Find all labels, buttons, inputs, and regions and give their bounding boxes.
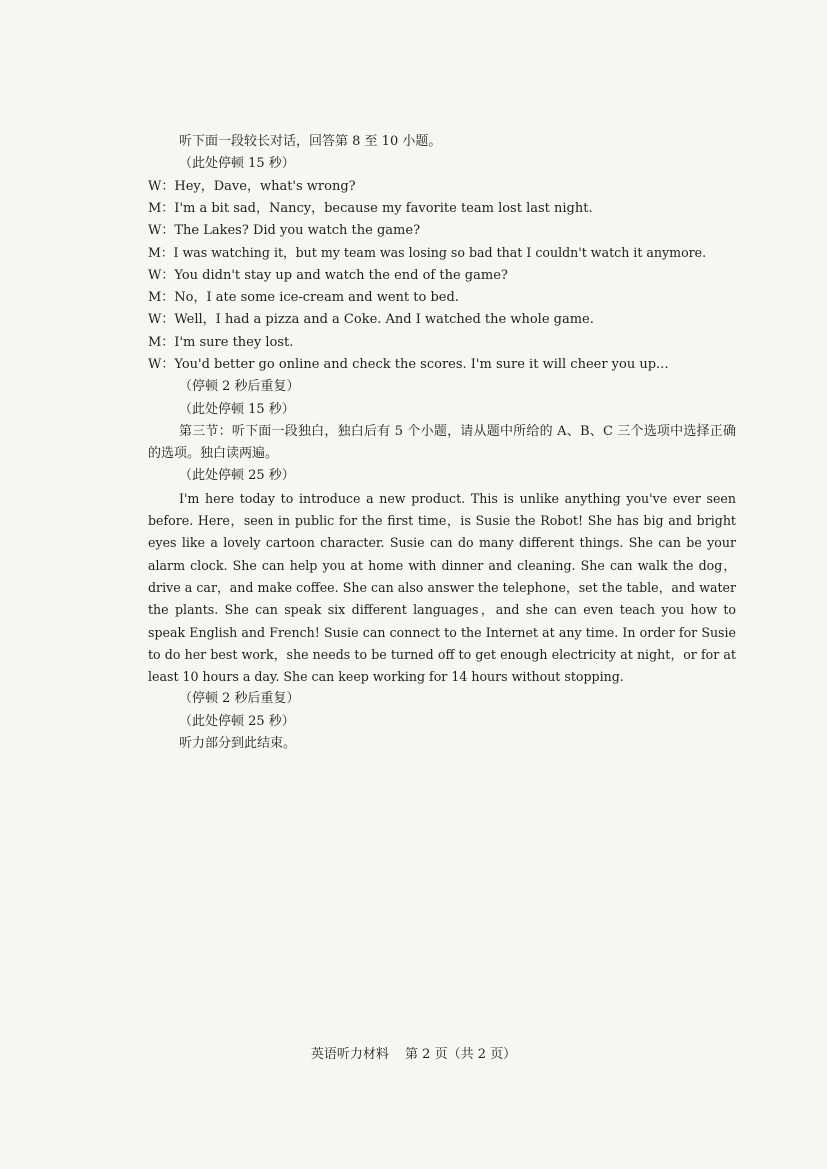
dialogue-line: W：You didn't stay up and watch the end of the game?	[148, 267, 508, 283]
dialogue-line: M：I'm a bit sad，Nancy，because my favorite team lost last night.	[148, 200, 593, 216]
dialogue-line: W：The Lakes? Did you watch the game?	[148, 223, 421, 239]
end-note: 听力部分到此结束。	[179, 736, 297, 752]
dialogue-header: 听下面一段较长对话，回答第 8 至 10 小题。	[179, 134, 442, 149]
page-content	[148, 131, 736, 755]
dialogue-line: M：I'm sure they lost.	[148, 334, 294, 350]
footer-page-number: 第 2 页（共 2 页）	[405, 1047, 517, 1062]
page-footer	[0, 1043, 827, 1062]
dialogue-line: W：Hey，Dave，what's wrong?	[148, 178, 356, 194]
pause-note: （此处停顿 15 秒）	[179, 156, 295, 172]
dialogue-line: W：Well，I had a pizza and a Coke. And I watched the whole game.	[148, 312, 594, 328]
dialogue-line: M：I was watching it，but my team was losing so bad that I couldn't watch it anymore.	[148, 245, 707, 261]
footer-title: 英语听力材料	[310, 1047, 389, 1062]
monologue-text: I'm here today to introduce a new product. This is unlike anything you've ever seen before. Here，seen in public for the first time，is Susie the Robot! She has big and bright eyes like a lovely cartoon character. Susie can do many different things. She can be your alarm clock. She can help you at home with dinner and cleaning. She can walk the dog，drive a car，and make coffee. She can also answer the telephone，set the table，and water the plants. She can speak six different languages，and she can even teach you how to speak English and French! Susie can connect to the Internet at any time. In order for Susie to do her best work，she needs to be turned off to get enough electricity at night，or for at least 10 hours a day. She can keep working for 14 hours without stopping.	[148, 490, 736, 685]
dialogue-line: W：You'd better go online and check the scores. I'm sure it will cheer you up...	[148, 356, 669, 372]
dialogue-line: M：No，I ate some ice-cream and went to bed.	[148, 290, 459, 306]
repeat-note: （停顿 2 秒后重复）	[179, 379, 300, 395]
section-instructions: 第三节：听下面一段独白，独白后有 5 个小题，请从题中所给的 A、B、C 三个选项中选择正确的选项。独白读两遍。	[148, 423, 736, 462]
repeat-note: （停顿 2 秒后重复）	[179, 691, 300, 707]
pause-note: （此处停顿 15 秒）	[179, 401, 295, 417]
pause-note: （此处停顿 25 秒）	[179, 713, 295, 729]
pause-note: （此处停顿 25 秒）	[179, 468, 295, 484]
